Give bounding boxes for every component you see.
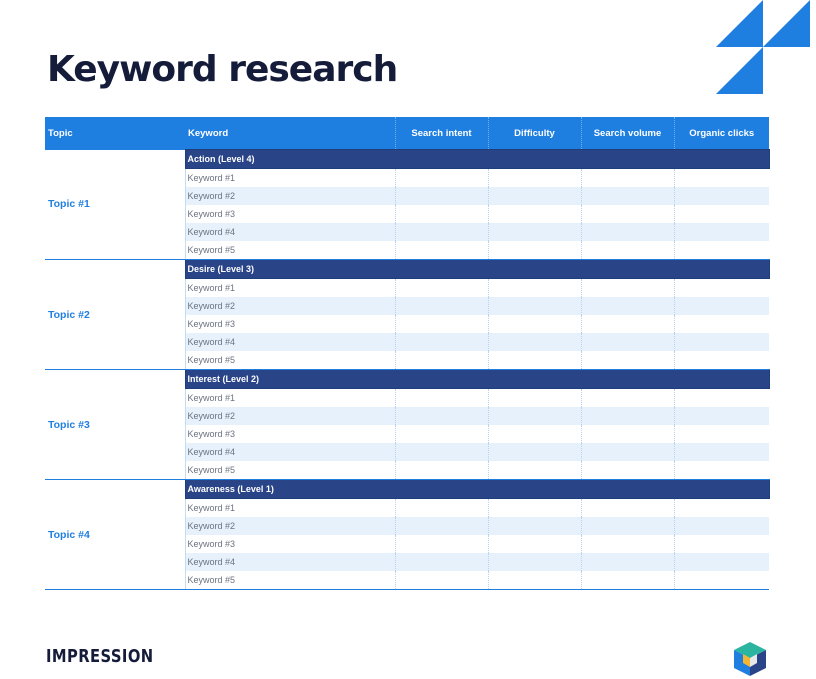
organic-clicks-cell[interactable] bbox=[674, 425, 769, 443]
page-title: Keyword research bbox=[47, 49, 398, 90]
difficulty-cell[interactable] bbox=[488, 461, 581, 480]
keyword-cell[interactable]: Keyword #1 bbox=[185, 169, 395, 188]
topic-label: Topic #2 bbox=[45, 260, 185, 370]
level-row bbox=[45, 480, 769, 499]
difficulty-cell[interactable] bbox=[488, 297, 581, 315]
search-intent-cell[interactable] bbox=[395, 407, 488, 425]
level-row bbox=[45, 260, 769, 279]
search-volume-cell[interactable] bbox=[581, 297, 674, 315]
keyword-cell[interactable]: Keyword #5 bbox=[185, 351, 395, 370]
difficulty-cell[interactable] bbox=[488, 315, 581, 333]
table-body bbox=[45, 150, 769, 590]
search-volume-cell[interactable] bbox=[581, 407, 674, 425]
search-volume-cell[interactable] bbox=[581, 187, 674, 205]
difficulty-cell[interactable] bbox=[488, 223, 581, 241]
topic-label: Topic #4 bbox=[45, 480, 185, 590]
organic-clicks-cell[interactable] bbox=[674, 333, 769, 351]
organic-clicks-cell[interactable] bbox=[674, 315, 769, 333]
keyword-cell[interactable]: Keyword #2 bbox=[185, 517, 395, 535]
organic-clicks-cell[interactable] bbox=[674, 351, 769, 370]
difficulty-cell[interactable] bbox=[488, 187, 581, 205]
search-volume-cell[interactable] bbox=[581, 461, 674, 480]
column-header-difficulty: Difficulty bbox=[488, 117, 581, 150]
difficulty-cell[interactable] bbox=[488, 333, 581, 351]
keyword-cell[interactable]: Keyword #4 bbox=[185, 443, 395, 461]
organic-clicks-cell[interactable] bbox=[674, 517, 769, 535]
difficulty-cell[interactable] bbox=[488, 351, 581, 370]
search-volume-cell[interactable] bbox=[581, 425, 674, 443]
blue-triangles-decoration-icon bbox=[716, 0, 816, 95]
difficulty-cell[interactable] bbox=[488, 553, 581, 571]
search-intent-cell[interactable] bbox=[395, 535, 488, 553]
search-volume-cell[interactable] bbox=[581, 315, 674, 333]
keyword-cell[interactable]: Keyword #3 bbox=[185, 535, 395, 553]
funnel-level-label: Desire (Level 3) bbox=[185, 260, 769, 279]
keyword-cell[interactable]: Keyword #3 bbox=[185, 205, 395, 223]
organic-clicks-cell[interactable] bbox=[674, 279, 769, 298]
difficulty-cell[interactable] bbox=[488, 279, 581, 298]
difficulty-cell[interactable] bbox=[488, 443, 581, 461]
topic-label: Topic #3 bbox=[45, 370, 185, 480]
organic-clicks-cell[interactable] bbox=[674, 389, 769, 408]
keyword-cell[interactable]: Keyword #1 bbox=[185, 499, 395, 518]
search-intent-cell[interactable] bbox=[395, 553, 488, 571]
difficulty-cell[interactable] bbox=[488, 169, 581, 188]
difficulty-cell[interactable] bbox=[488, 205, 581, 223]
search-intent-cell[interactable] bbox=[395, 517, 488, 535]
brand-wordmark: IMPRESSION bbox=[46, 646, 154, 667]
difficulty-cell[interactable] bbox=[488, 425, 581, 443]
search-intent-cell[interactable] bbox=[395, 571, 488, 590]
table-header-row bbox=[45, 117, 769, 150]
search-intent-cell[interactable] bbox=[395, 205, 488, 223]
column-header-search-intent: Search intent bbox=[395, 117, 488, 150]
organic-clicks-cell[interactable] bbox=[674, 407, 769, 425]
search-volume-cell[interactable] bbox=[581, 205, 674, 223]
funnel-level-label: Interest (Level 2) bbox=[185, 370, 769, 389]
search-intent-cell[interactable] bbox=[395, 241, 488, 260]
organic-clicks-cell[interactable] bbox=[674, 461, 769, 480]
organic-clicks-cell[interactable] bbox=[674, 499, 769, 518]
organic-clicks-cell[interactable] bbox=[674, 241, 769, 260]
keyword-cell[interactable]: Keyword #4 bbox=[185, 333, 395, 351]
keyword-cell[interactable]: Keyword #1 bbox=[185, 279, 395, 298]
keyword-cell[interactable]: Keyword #2 bbox=[185, 297, 395, 315]
keyword-cell[interactable]: Keyword #2 bbox=[185, 407, 395, 425]
keyword-cell[interactable]: Keyword #1 bbox=[185, 389, 395, 408]
organic-clicks-cell[interactable] bbox=[674, 553, 769, 571]
search-volume-cell[interactable] bbox=[581, 351, 674, 370]
column-header-topic: Topic bbox=[45, 117, 185, 150]
keyword-cell[interactable]: Keyword #4 bbox=[185, 553, 395, 571]
keyword-cell[interactable]: Keyword #5 bbox=[185, 461, 395, 480]
search-intent-cell[interactable] bbox=[395, 461, 488, 480]
column-header-organic-clicks: Organic clicks bbox=[674, 117, 769, 150]
column-header-search-volume: Search volume bbox=[581, 117, 674, 150]
search-intent-cell[interactable] bbox=[395, 297, 488, 315]
search-volume-cell[interactable] bbox=[581, 535, 674, 553]
organic-clicks-cell[interactable] bbox=[674, 443, 769, 461]
search-volume-cell[interactable] bbox=[581, 499, 674, 518]
search-intent-cell[interactable] bbox=[395, 223, 488, 241]
search-volume-cell[interactable] bbox=[581, 517, 674, 535]
keyword-cell[interactable]: Keyword #2 bbox=[185, 187, 395, 205]
topic-label: Topic #1 bbox=[45, 150, 185, 260]
search-volume-cell[interactable] bbox=[581, 279, 674, 298]
keyword-cell[interactable]: Keyword #5 bbox=[185, 571, 395, 590]
organic-clicks-cell[interactable] bbox=[674, 169, 769, 188]
search-intent-cell[interactable] bbox=[395, 499, 488, 518]
difficulty-cell[interactable] bbox=[488, 241, 581, 260]
search-volume-cell[interactable] bbox=[581, 389, 674, 408]
keyword-cell[interactable]: Keyword #3 bbox=[185, 425, 395, 443]
search-volume-cell[interactable] bbox=[581, 241, 674, 260]
level-row bbox=[45, 370, 769, 389]
difficulty-cell[interactable] bbox=[488, 499, 581, 518]
column-header-keyword: Keyword bbox=[185, 117, 395, 150]
organic-clicks-cell[interactable] bbox=[674, 187, 769, 205]
search-intent-cell[interactable] bbox=[395, 351, 488, 370]
search-intent-cell[interactable] bbox=[395, 333, 488, 351]
search-volume-cell[interactable] bbox=[581, 443, 674, 461]
organic-clicks-cell[interactable] bbox=[674, 223, 769, 241]
funnel-level-label: Action (Level 4) bbox=[185, 150, 769, 169]
keyword-cell[interactable]: Keyword #3 bbox=[185, 315, 395, 333]
search-intent-cell[interactable] bbox=[395, 315, 488, 333]
search-intent-cell[interactable] bbox=[395, 279, 488, 298]
keyword-research-table bbox=[45, 117, 770, 590]
search-intent-cell[interactable] bbox=[395, 187, 488, 205]
search-intent-cell[interactable] bbox=[395, 425, 488, 443]
difficulty-cell[interactable] bbox=[488, 389, 581, 408]
keyword-cell[interactable]: Keyword #4 bbox=[185, 223, 395, 241]
difficulty-cell[interactable] bbox=[488, 407, 581, 425]
impression-cube-logo-icon bbox=[731, 640, 769, 678]
search-volume-cell[interactable] bbox=[581, 333, 674, 351]
organic-clicks-cell[interactable] bbox=[674, 571, 769, 590]
difficulty-cell[interactable] bbox=[488, 517, 581, 535]
level-row bbox=[45, 150, 769, 169]
organic-clicks-cell[interactable] bbox=[674, 535, 769, 553]
search-volume-cell[interactable] bbox=[581, 223, 674, 241]
search-intent-cell[interactable] bbox=[395, 169, 488, 188]
difficulty-cell[interactable] bbox=[488, 571, 581, 590]
funnel-level-label: Awareness (Level 1) bbox=[185, 480, 769, 499]
search-intent-cell[interactable] bbox=[395, 389, 488, 408]
search-volume-cell[interactable] bbox=[581, 169, 674, 188]
search-volume-cell[interactable] bbox=[581, 553, 674, 571]
organic-clicks-cell[interactable] bbox=[674, 297, 769, 315]
search-volume-cell[interactable] bbox=[581, 571, 674, 590]
keyword-cell[interactable]: Keyword #5 bbox=[185, 241, 395, 260]
difficulty-cell[interactable] bbox=[488, 535, 581, 553]
search-intent-cell[interactable] bbox=[395, 443, 488, 461]
organic-clicks-cell[interactable] bbox=[674, 205, 769, 223]
